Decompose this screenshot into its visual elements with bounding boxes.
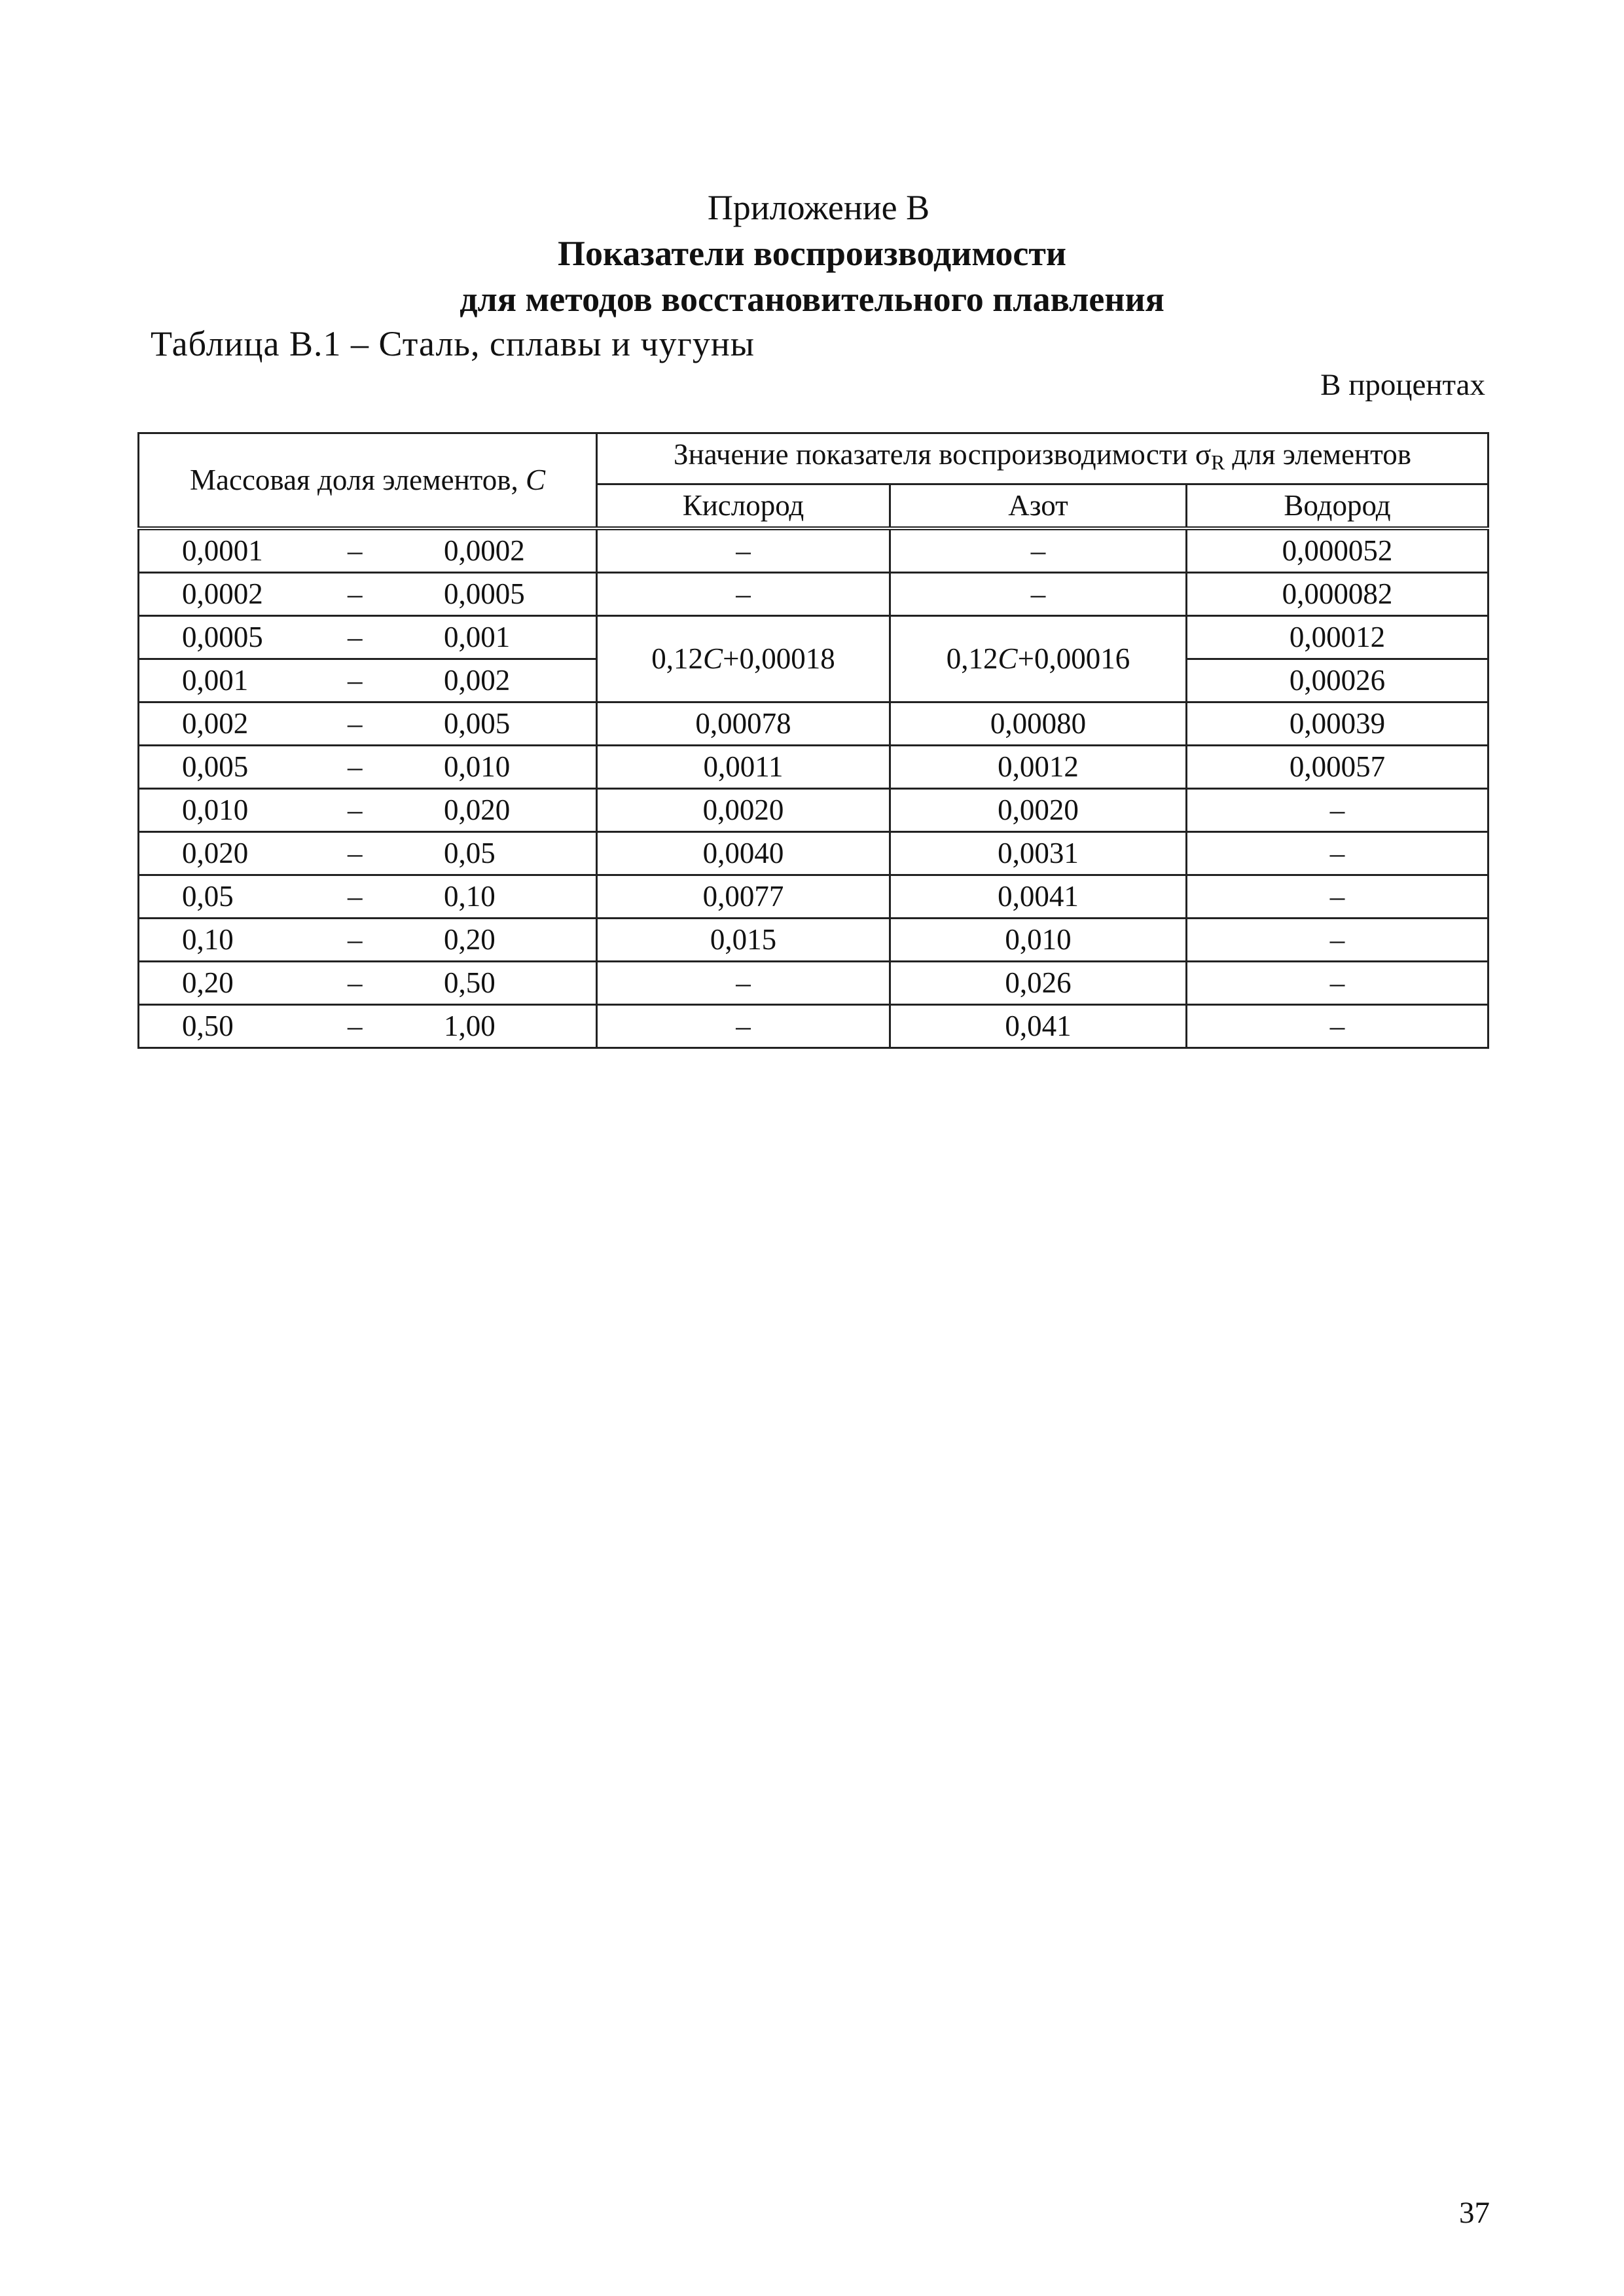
range-from: 0,10 xyxy=(182,922,234,956)
hydrogen-value: 0,00057 xyxy=(1187,745,1489,788)
range-from: 0,0005 xyxy=(182,620,263,653)
hydrogen-value: 0,00039 xyxy=(1187,702,1489,745)
oxygen-merged-formula-text: 0,12C+0,00018 xyxy=(651,642,835,675)
range-dash: – xyxy=(348,577,363,610)
hydrogen-value: 0,00026 xyxy=(1187,659,1489,702)
table-row xyxy=(139,528,1489,573)
header-mass-fraction xyxy=(139,433,597,528)
range-dash: – xyxy=(348,663,363,697)
range-to: 0,50 xyxy=(444,966,496,999)
range-cell xyxy=(139,788,597,831)
range-to: 0,020 xyxy=(444,793,511,826)
range-dash: – xyxy=(348,620,363,653)
oxygen-merged-formula xyxy=(597,615,890,702)
hydrogen-value: – xyxy=(1187,1004,1489,1048)
range-from: 0,001 xyxy=(182,663,249,697)
nitrogen-value: 0,0012 xyxy=(890,745,1187,788)
header-group-text: Значение показателя воспроизводимости $\sigma_R$ для элементов xyxy=(674,438,1411,474)
range-to: 0,010 xyxy=(444,750,511,783)
range-to: 0,10 xyxy=(444,879,496,913)
oxygen-value: – xyxy=(597,528,890,573)
range-cell xyxy=(139,831,597,875)
range-to: 0,001 xyxy=(444,620,511,653)
page-number: 37 xyxy=(1459,2196,1490,2230)
header-oxygen: Кислород xyxy=(597,484,890,528)
hydrogen-value: – xyxy=(1187,918,1489,961)
range-to: 0,002 xyxy=(444,663,511,697)
table-caption: Таблица В.1 – Сталь, сплавы и чугуны xyxy=(151,324,755,363)
oxygen-value: 0,0020 xyxy=(597,788,890,831)
table-row xyxy=(139,615,1489,659)
range-to: 0,05 xyxy=(444,836,496,869)
hydrogen-value: 0,000082 xyxy=(1187,572,1489,615)
range-dash: – xyxy=(348,750,363,783)
nitrogen-value: 0,010 xyxy=(890,918,1187,961)
hydrogen-value: 0,00012 xyxy=(1187,615,1489,659)
range-dash: – xyxy=(348,793,363,826)
range-cell xyxy=(139,702,597,745)
table-row xyxy=(139,831,1489,875)
table-row xyxy=(139,1004,1489,1048)
range-to: 1,00 xyxy=(444,1009,496,1042)
range-from: 0,20 xyxy=(182,966,234,999)
nitrogen-value: 0,00080 xyxy=(890,702,1187,745)
range-cell xyxy=(139,961,597,1004)
range-from: 0,0001 xyxy=(182,534,263,567)
table-row xyxy=(139,572,1489,615)
nitrogen-value: 0,0020 xyxy=(890,788,1187,831)
units-note: В процентах xyxy=(1320,368,1485,402)
oxygen-value: – xyxy=(597,572,890,615)
hydrogen-value: – xyxy=(1187,875,1489,918)
range-cell xyxy=(139,1004,597,1048)
range-cell xyxy=(139,745,597,788)
table-header-row xyxy=(139,433,1489,484)
table-row xyxy=(139,788,1489,831)
range-cell xyxy=(139,528,597,573)
hydrogen-value: – xyxy=(1187,831,1489,875)
nitrogen-value: – xyxy=(890,572,1187,615)
range-to: 0,20 xyxy=(444,922,496,956)
range-dash: – xyxy=(348,836,363,869)
range-from: 0,0002 xyxy=(182,577,263,610)
range-from: 0,05 xyxy=(182,879,234,913)
range-from: 0,002 xyxy=(182,706,249,740)
hydrogen-value: – xyxy=(1187,788,1489,831)
range-dash: – xyxy=(348,1009,363,1042)
oxygen-value: 0,0011 xyxy=(597,745,890,788)
appendix-label: Приложение В xyxy=(707,188,930,227)
nitrogen-value: 0,0041 xyxy=(890,875,1187,918)
range-from: 0,005 xyxy=(182,750,249,783)
nitrogen-value: 0,026 xyxy=(890,961,1187,1004)
hydrogen-value: – xyxy=(1187,961,1489,1004)
hydrogen-value: 0,000052 xyxy=(1187,528,1489,573)
header-hydrogen: Водород xyxy=(1187,484,1489,528)
oxygen-value: 0,00078 xyxy=(597,702,890,745)
range-from: 0,010 xyxy=(182,793,249,826)
nitrogen-value: – xyxy=(890,528,1187,573)
oxygen-value: 0,0040 xyxy=(597,831,890,875)
header-group xyxy=(597,433,1489,484)
oxygen-value: – xyxy=(597,961,890,1004)
range-dash: – xyxy=(348,706,363,740)
range-dash: – xyxy=(348,922,363,956)
range-cell xyxy=(139,918,597,961)
table-row xyxy=(139,918,1489,961)
oxygen-value: – xyxy=(597,1004,890,1048)
range-cell xyxy=(139,572,597,615)
nitrogen-merged-formula xyxy=(890,615,1187,702)
range-dash: – xyxy=(348,534,363,567)
reproducibility-table xyxy=(137,432,1489,1049)
header-nitrogen: Азот xyxy=(890,484,1187,528)
document-title-line-2: для методов восстановительного плавления xyxy=(460,280,1164,319)
range-to: 0,0002 xyxy=(444,534,525,567)
table-row xyxy=(139,702,1489,745)
range-cell xyxy=(139,659,597,702)
range-cell xyxy=(139,615,597,659)
range-dash: – xyxy=(348,966,363,999)
range-from: 0,020 xyxy=(182,836,249,869)
table-row xyxy=(139,745,1489,788)
range-from: 0,50 xyxy=(182,1009,234,1042)
nitrogen-merged-formula-text: 0,12C+0,00016 xyxy=(946,642,1130,675)
range-to: 0,0005 xyxy=(444,577,525,610)
table-row xyxy=(139,961,1489,1004)
nitrogen-value: 0,0031 xyxy=(890,831,1187,875)
header-mass-fraction-text: Массовая доля элементов, C xyxy=(189,463,545,496)
range-dash: – xyxy=(348,879,363,913)
document-title-line-1: Показатели воспроизводимости xyxy=(557,234,1067,273)
table-row xyxy=(139,875,1489,918)
range-cell xyxy=(139,875,597,918)
range-to: 0,005 xyxy=(444,706,511,740)
oxygen-value: 0,015 xyxy=(597,918,890,961)
oxygen-value: 0,0077 xyxy=(597,875,890,918)
nitrogen-value: 0,041 xyxy=(890,1004,1187,1048)
